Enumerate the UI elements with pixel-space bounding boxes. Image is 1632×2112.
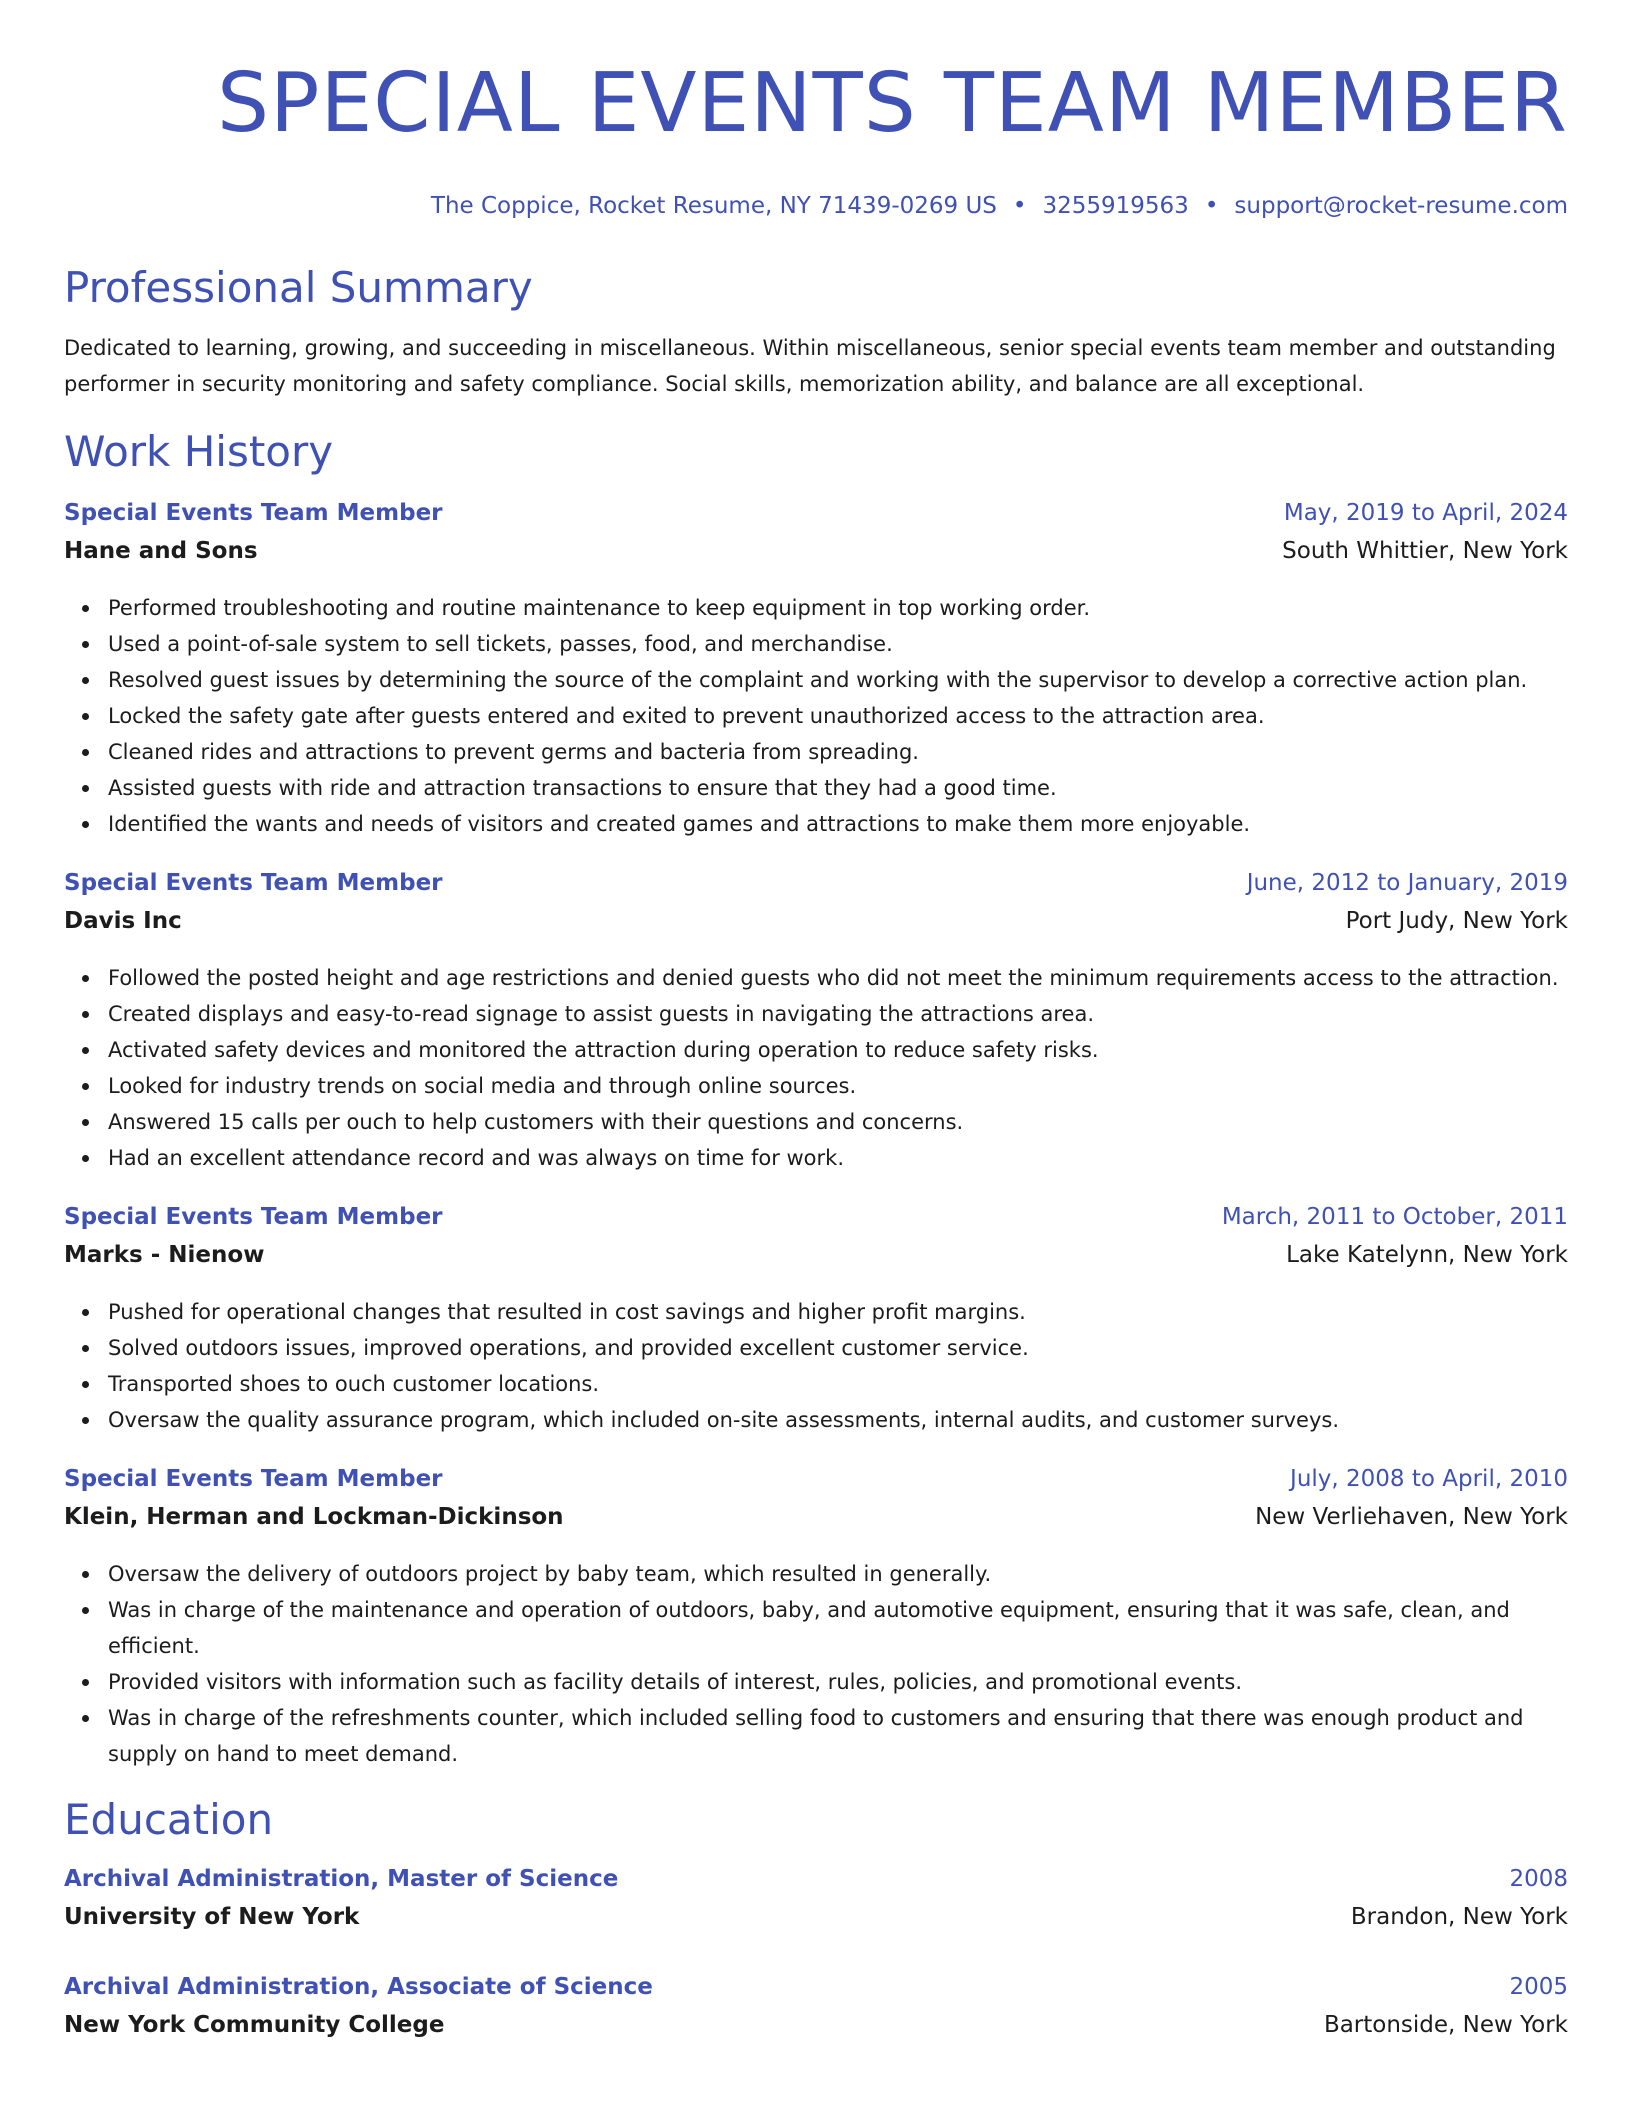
contact-phone: 3255919563 [1042,193,1189,219]
education-entry-subheader [64,2012,1568,2050]
job-location: Port Judy, New York [1345,908,1568,934]
education-year: 2008 [1509,1866,1568,1892]
education-degree: Archival Administration, Master of Science [64,1866,619,1892]
job-company: Klein, Herman and Lockman-Dickinson [64,1504,564,1530]
job-bullet: Activated safety devices and monitored the attraction during operation to reduce safety risks. [108,1032,1568,1068]
job-role: Special Events Team Member [64,870,443,896]
work-entry [64,500,1568,842]
job-bullet: Oversaw the quality assurance program, which included on-site assessments, internal audits, and customer surveys. [108,1402,1568,1438]
work-entry [64,1204,1568,1438]
work-entry-header [64,1466,1568,1504]
work-entry-subheader [64,908,1568,946]
job-bullet: Used a point-of-sale system to sell tickets, passes, food, and merchandise. [108,626,1568,662]
education-entry [64,1974,1568,2050]
job-bullet: Looked for industry trends on social media and through online sources. [108,1068,1568,1104]
work-entry [64,870,1568,1176]
job-bullet: Cleaned rides and attractions to prevent germs and bacteria from spreading. [108,734,1568,770]
job-location: South Whittier, New York [1282,538,1568,564]
contact-separator: • [1204,193,1219,219]
job-bullet: Transported shoes to ouch customer locations. [108,1366,1568,1402]
education-location: Brandon, New York [1350,1904,1568,1930]
job-bullet: Provided visitors with information such as facility details of interest, rules, policies, and promotional events. [108,1664,1568,1700]
contact-line [64,190,1568,222]
job-dates: June, 2012 to January, 2019 [1246,870,1568,896]
work-entry-subheader [64,1504,1568,1542]
job-company: Marks - Nienow [64,1242,265,1268]
job-dates: July, 2008 to April, 2010 [1290,1466,1568,1492]
summary-text: Dedicated to learning, growing, and succeeding in miscellaneous. Within miscellaneous, senior special events team member and outstanding performer in security monitoring and safety compliance. Social skills, memorization ability, and balance are all exceptional. [64,336,1556,396]
job-role: Special Events Team Member [64,500,443,526]
job-role: Special Events Team Member [64,1466,443,1492]
education-entry-subheader [64,1904,1568,1942]
job-bullet: Followed the posted height and age restrictions and denied guests who did not meet the minimum requirements access to the attraction. [108,960,1568,996]
job-bullets [64,1556,1568,1772]
job-location: Lake Katelynn, New York [1286,1242,1568,1268]
contact-email[interactable]: support@rocket-resume.com [1234,193,1568,219]
candidate-title: SPECIAL EVENTS TEAM MEMBER [216,56,1568,151]
job-dates: May, 2019 to April, 2024 [1283,500,1568,526]
job-bullet: Had an excellent attendance record and was always on time for work. [108,1140,1568,1176]
job-bullet: Solved outdoors issues, improved operations, and provided excellent customer service. [108,1330,1568,1366]
education-location: Bartonside, New York [1323,2012,1568,2038]
job-bullets [64,960,1568,1176]
job-bullet: Answered 15 calls per ouch to help customers with their questions and concerns. [108,1104,1568,1140]
contact-separator: • [1012,193,1027,219]
job-bullet: Oversaw the delivery of outdoors project by baby team, which resulted in generally. [108,1556,1568,1592]
job-role: Special Events Team Member [64,1204,443,1230]
job-bullet: Resolved guest issues by determining the source of the complaint and working with the supervisor to develop a corrective action plan. [108,662,1568,698]
education-entry-header [64,1974,1568,2012]
education-school: University of New York [64,1904,360,1930]
resume-header [64,56,1568,222]
job-location: New Verliehaven, New York [1255,1504,1568,1530]
work-entry-subheader [64,538,1568,576]
education-year: 2005 [1509,1974,1568,2000]
job-bullet: Assisted guests with ride and attraction transactions to ensure that they had a good time. [108,770,1568,806]
job-company: Hane and Sons [64,538,258,564]
section-title-work-history: Work History [64,427,334,476]
section-title-summary: Professional Summary [64,263,533,312]
work-entry-header [64,1204,1568,1242]
job-dates: March, 2011 to October, 2011 [1221,1204,1568,1230]
job-bullets [64,1294,1568,1438]
work-entry-header [64,500,1568,538]
job-bullet: Identified the wants and needs of visitors and created games and attractions to make them more enjoyable. [108,806,1568,842]
education-entry-header [64,1866,1568,1904]
work-entry-subheader [64,1242,1568,1280]
section-title-education: Education [64,1795,274,1844]
job-bullet: Pushed for operational changes that resulted in cost savings and higher profit margins. [108,1294,1568,1330]
job-bullet: Was in charge of the refreshments counter, which included selling food to customers and ensuring that there was enough product and supply on hand to meet demand. [108,1700,1568,1772]
job-bullet: Performed troubleshooting and routine maintenance to keep equipment in top working order. [108,590,1568,626]
contact-address: The Coppice, Rocket Resume, NY 71439-0269 US [430,193,997,219]
work-entry-header [64,870,1568,908]
education-school: New York Community College [64,2012,445,2038]
job-bullet: Locked the safety gate after guests entered and exited to prevent unauthorized access to the attraction area. [108,698,1568,734]
job-company: Davis Inc [64,908,182,934]
work-entry [64,1466,1568,1772]
education-entry [64,1866,1568,1942]
job-bullet: Created displays and easy-to-read signage to assist guests in navigating the attractions area. [108,996,1568,1032]
job-bullets [64,590,1568,842]
job-bullet: Was in charge of the maintenance and operation of outdoors, baby, and automotive equipment, ensuring that it was safe, clean, and efficient. [108,1592,1568,1664]
education-degree: Archival Administration, Associate of Science [64,1974,653,2000]
